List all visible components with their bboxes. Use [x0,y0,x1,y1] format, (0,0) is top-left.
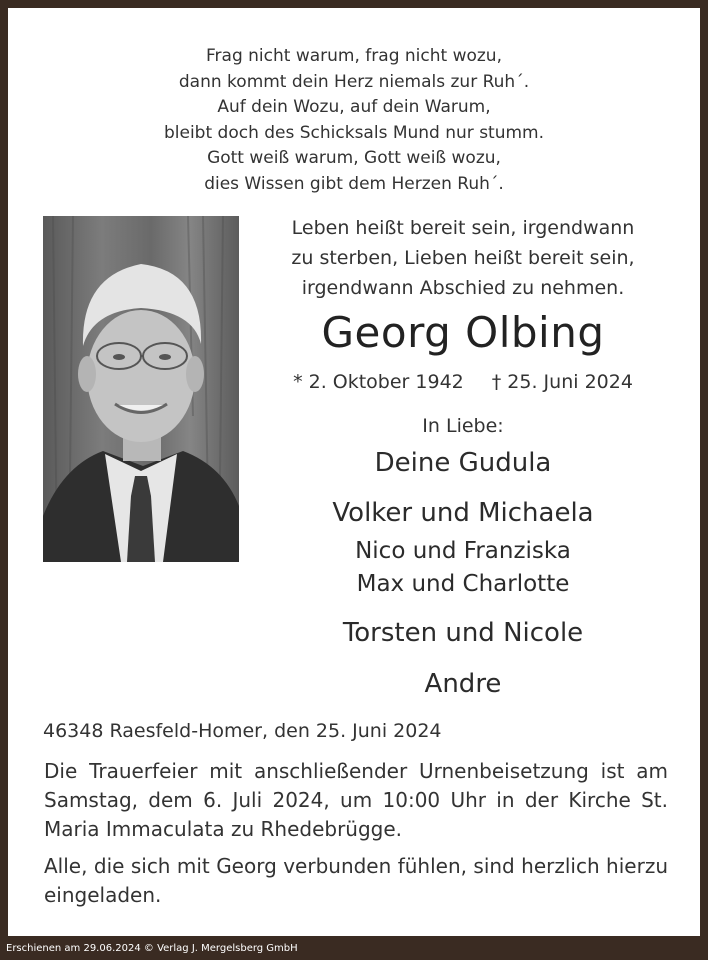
place-date: 46348 Raesfeld-Homer, den 25. Juni 2024 [43,720,442,742]
mourners-intro: In Liebe: [422,415,504,437]
deceased-name: Georg Olbing [321,308,605,357]
mourner-line: Volker und Michaela [332,498,594,528]
obituary-card [8,8,700,936]
poem [8,44,700,197]
quote-line: irgendwann Abschied zu nehmen. [301,277,625,299]
quote [258,213,668,303]
birth-date: * 2. Oktober 1942 [293,371,464,393]
mourner-line: Nico und Franziska [355,538,571,564]
poem-line: dann kommt dein Herz niemals zur Ruh´. [178,71,530,92]
publication-footer: Erschienen am 29.06.2024 © Verlag J. Mergelsberg GmbH [6,943,298,954]
mourner-line: Deine Gudula [374,448,552,478]
poem-line: bleibt doch des Schicksals Mund nur stumm. [163,122,545,143]
ceremony-text: Die Trauerfeier mit anschließender Urnenbeisetzung ist am Samstag, dem 6. Juli 2024, um 10:00 Uhr in der Kirche St. Maria Immaculata zu Rhedebrügge. [44,759,668,841]
mourner-line: Torsten und Nicole [342,618,584,648]
quote-line: zu sterben, Lieben heißt bereit sein, [291,247,635,269]
quote-line: Leben heißt bereit sein, irgendwann [291,217,635,239]
poem-line: Gott weiß warum, Gott weiß wozu, [207,148,501,168]
poem-line: Auf dein Wozu, auf dein Warum, [217,97,491,117]
portrait-image [43,216,239,562]
mourner-line: Max und Charlotte [356,571,570,597]
life-dates [258,371,668,393]
portrait-photo [43,216,239,562]
poem-line: Frag nicht warum, frag nicht wozu, [206,46,502,66]
invitation-text: Alle, die sich mit Georg verbunden fühlen, sind herzlich hierzu eingeladen. [44,854,668,907]
mourner-line: Andre [424,669,502,699]
death-date: † 25. Juni 2024 [491,371,633,393]
poem-line: dies Wissen gibt dem Herzen Ruh´. [204,173,504,194]
